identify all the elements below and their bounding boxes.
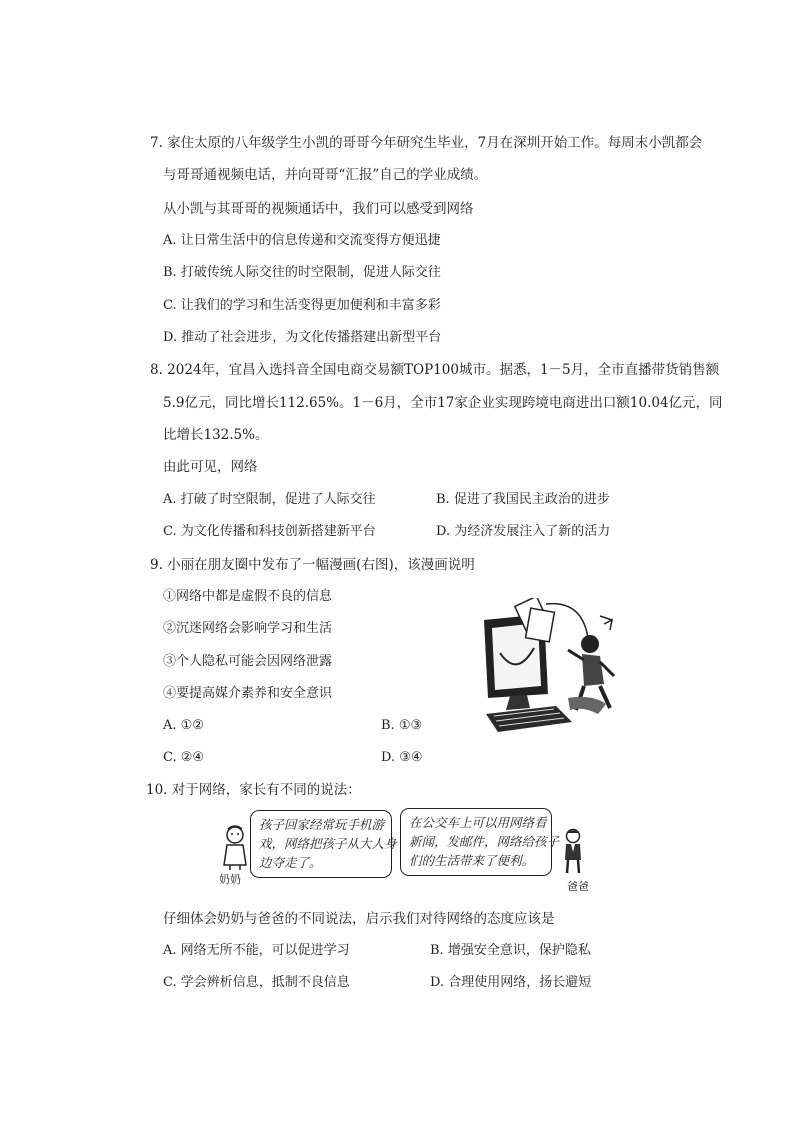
q8-line-2: 5.9亿元，同比增长112.65%。1－6月，全市17家企业实现跨境电商进出口额10.04亿元，同 <box>163 395 723 411</box>
q9-item-1: ①网络中都是虚假不良的信息 <box>163 589 333 604</box>
q8-line-1: 8. 2024年，宜昌入选抖音全国电商交易额TOP100城市。据悉，1－5月，全市直播带货销售额 <box>150 362 720 378</box>
dad-bubble-line-2: 新闻，发邮件，网络给孩子 <box>409 834 560 849</box>
q9-option-d: D. ③④ <box>381 750 423 765</box>
q9-line-1: 9. 小丽在朋友圈中发布了一幅漫画(右图)，该漫画说明 <box>150 557 475 573</box>
q10-option-d: D. 合理使用网络，扬长避短 <box>430 975 592 990</box>
person-figure-icon <box>568 635 614 714</box>
q9-option-c: C. ②④ <box>163 750 205 765</box>
q9-option-a: A. ①② <box>163 718 204 733</box>
dad-label: 爸爸 <box>567 880 589 893</box>
q9-item-4: ④要提高媒介素养和安全意识 <box>163 686 333 701</box>
q9-item-3: ③个人隐私可能会因网络泄露 <box>163 654 333 669</box>
q8-line-3: 比增长132.5%。 <box>163 427 269 443</box>
grandma-bubble-line-1: 孩子回家经常玩手机游 <box>259 817 385 832</box>
dad-bubble-line-3: 们的生活带来了便利。 <box>409 853 535 868</box>
q10-option-c: C. 学会辨析信息，抵制不良信息 <box>163 975 350 990</box>
q9-cartoon-illustration <box>472 598 632 738</box>
q8-option-a: A. 打破了时空限制，促进了人际交往 <box>163 492 376 507</box>
q7-option-a: A. 让日常生活中的信息传递和交流变得方便迅捷 <box>163 233 441 248</box>
q8-option-b: B. 促进了我国民主政治的进步 <box>436 492 610 507</box>
q7-option-d: D. 推动了社会进步，为文化传播搭建出新型平台 <box>163 330 442 345</box>
q10-line-1: 10. 对于网络，家长有不同的说法： <box>146 782 361 798</box>
q7-stem: 从小凯与其哥哥的视频通话中，我们可以感受到网络 <box>163 201 474 217</box>
q8-option-d: D. 为经济发展注入了新的活力 <box>436 524 611 539</box>
q10-option-b: B. 增强安全意识，保护隐私 <box>430 943 591 958</box>
q9-option-b: B. ①③ <box>381 718 423 733</box>
grandma-label: 奶奶 <box>219 873 241 886</box>
dad-bubble-line-1: 在公交车上可以用网络看 <box>409 815 547 830</box>
q7-option-c: C. 让我们的学习和生活变得更加便利和丰富多彩 <box>163 298 441 313</box>
q7-option-b: B. 打破传统人际交往的时空限制，促进人际交往 <box>163 265 441 280</box>
grandma-bubble-line-3: 边夺走了。 <box>259 855 322 870</box>
q7-line-2: 与哥哥通视频电话，并向哥哥“汇报”自己的学业成绩。 <box>163 167 488 183</box>
q10-option-a: A. 网络无所不能，可以促进学习 <box>163 943 350 958</box>
dad-speech-bubble <box>400 808 560 876</box>
q7-line-1: 7. 家住太原的八年级学生小凯的哥哥今年研究生毕业，7月在深圳开始工作。每周末小凯都会 <box>150 135 703 151</box>
q8-option-c: C. 为文化传播和科技创新搭建新平台 <box>163 524 376 539</box>
keyboard-icon <box>486 706 572 732</box>
grandma-figure-icon <box>218 825 252 871</box>
grandma-speech-bubble <box>250 810 397 878</box>
grandma-bubble-line-2: 戏，网络把孩子从大人身 <box>259 836 397 851</box>
q10-stem: 仔细体会奶奶与爸爸的不同说法，启示我们对待网络的态度应该是 <box>163 911 555 927</box>
dad-figure-icon <box>558 828 588 874</box>
motion-mark-icon <box>600 616 612 630</box>
q9-item-2: ②沉迷网络会影响学习和生活 <box>163 621 333 636</box>
q8-stem: 由此可见，网络 <box>163 459 258 475</box>
